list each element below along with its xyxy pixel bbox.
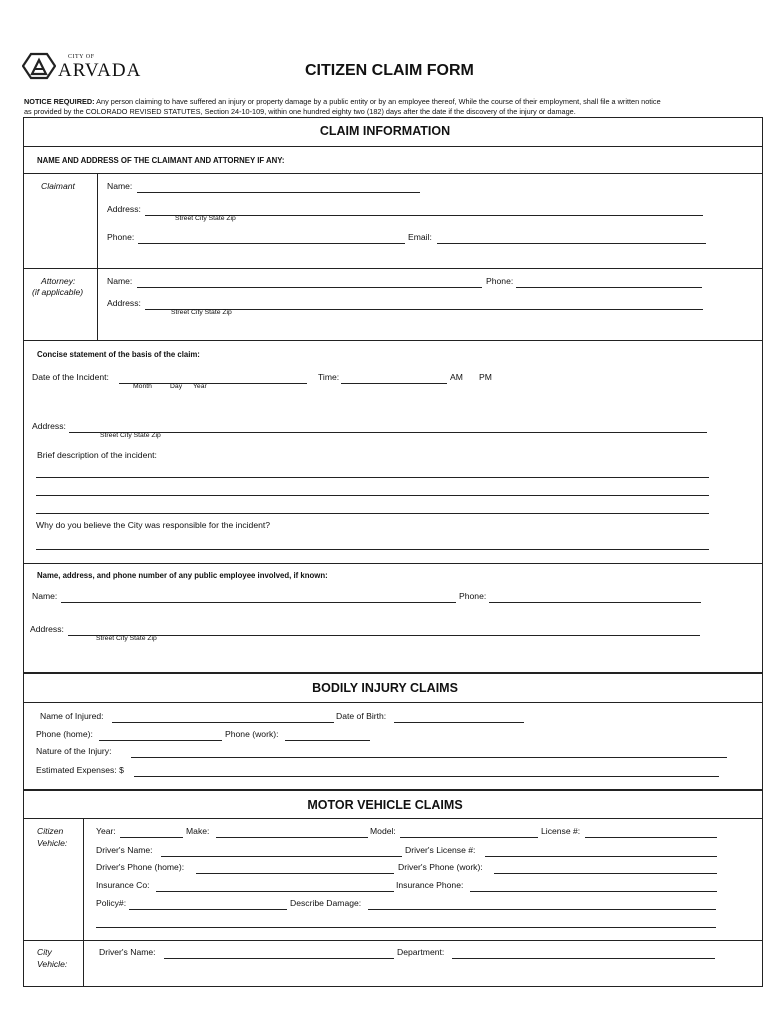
- divider: [23, 702, 763, 703]
- damage-label: Describe Damage:: [290, 898, 362, 908]
- logo-city-of: CITY OF: [68, 54, 95, 60]
- driver-phone-home-label: Driver's Phone (home):: [96, 862, 185, 872]
- notice-text-2: as provided by the COLORADO REVISED STATUTES, Section 24-10-109, within one hundred eighty two (182) days after the date if the discovery of the injury or damage.: [24, 107, 576, 116]
- dob-input[interactable]: [394, 711, 524, 723]
- attorney-phone-label: Phone:: [486, 276, 514, 286]
- statement-title: Concise statement of the basis of the claim:: [37, 350, 200, 359]
- injured-phone-home-label: Phone (home):: [36, 729, 93, 739]
- claimant-name-input[interactable]: [137, 181, 420, 193]
- claimant-label: Claimant: [41, 181, 75, 191]
- employee-address-input[interactable]: [68, 624, 700, 636]
- attorney-name-label: Name:: [107, 276, 133, 286]
- employee-section-title: Name, address, and phone number of any public employee involved, if known:: [37, 571, 328, 580]
- claimant-name-label: Name:: [107, 181, 133, 191]
- incident-address-label: Address:: [32, 421, 66, 431]
- attorney-address-hint: Street City State Zip: [171, 309, 232, 316]
- notice-text-1: Any person claiming to have suffered an injury or property damage by a public entity or by an employee thereof, While the course of their employment, shall file a written notice: [96, 97, 661, 106]
- description-line-1[interactable]: [36, 466, 709, 478]
- driver-phone-work-input[interactable]: [494, 862, 717, 874]
- divider: [97, 173, 98, 340]
- attorney-label: Attorney:: [41, 276, 76, 286]
- employee-address-hint: Street City State Zip: [96, 635, 157, 642]
- city-vehicle-label-1: City: [37, 947, 52, 957]
- driver-phone-work-label: Driver's Phone (work):: [398, 862, 483, 872]
- vehicle-model-label: Model:: [370, 826, 396, 836]
- attorney-address-label: Address:: [107, 298, 141, 308]
- date-month-hint: Month: [133, 383, 152, 390]
- employee-phone-input[interactable]: [489, 591, 701, 603]
- incident-date-label: Date of the Incident:: [32, 372, 109, 382]
- driver-license-input[interactable]: [485, 845, 717, 857]
- am-option[interactable]: AM: [450, 372, 463, 382]
- divider: [23, 173, 763, 174]
- claim-information-title: CLAIM INFORMATION: [319, 124, 451, 138]
- city-vehicle-label-2: Vehicle:: [37, 959, 68, 969]
- injury-nature-input[interactable]: [131, 746, 727, 758]
- department-input[interactable]: [452, 947, 715, 959]
- incident-time-label: Time:: [318, 372, 340, 382]
- form-title: CITIZEN CLAIM FORM: [305, 62, 474, 79]
- date-year-hint: Year: [193, 383, 207, 390]
- insurance-phone-input[interactable]: [470, 880, 717, 892]
- city-driver-name-input[interactable]: [164, 947, 394, 959]
- dob-label: Date of Birth:: [336, 711, 387, 721]
- insurance-company-label: Insurance Co:: [96, 880, 150, 890]
- vehicle-make-label: Make:: [186, 826, 210, 836]
- attorney-name-input[interactable]: [137, 276, 482, 288]
- vehicle-license-label: License #:: [541, 826, 581, 836]
- employee-name-label: Name:: [32, 591, 58, 601]
- divider: [23, 940, 763, 941]
- attorney-sublabel: (if applicable): [32, 287, 84, 297]
- logo-name: ARVADA: [58, 60, 142, 81]
- policy-number-input[interactable]: [129, 898, 287, 910]
- incident-address-input[interactable]: [69, 421, 707, 433]
- pm-option[interactable]: PM: [479, 372, 492, 382]
- date-day-hint: Day: [170, 383, 183, 390]
- logo-mark-icon: [22, 52, 56, 80]
- vehicle-year-label: Year:: [96, 826, 116, 836]
- injured-phone-work-input[interactable]: [285, 729, 370, 741]
- motor-vehicle-title: MOTOR VEHICLE CLAIMS: [307, 798, 463, 812]
- divider: [23, 268, 763, 269]
- city-responsibility-label: Why do you believe the City was responsible for the incident?: [36, 520, 271, 530]
- incident-address-hint: Street City State Zip: [100, 432, 161, 439]
- driver-name-label: Driver's Name:: [96, 845, 153, 855]
- injured-phone-home-input[interactable]: [99, 729, 222, 741]
- driver-license-label: Driver's License #:: [405, 845, 476, 855]
- vehicle-license-input[interactable]: [585, 826, 717, 838]
- divider: [23, 340, 763, 341]
- insurance-phone-label: Insurance Phone:: [396, 880, 464, 890]
- claimant-email-label: Email:: [408, 232, 432, 242]
- department-label: Department:: [397, 947, 445, 957]
- notice-line-1: [24, 98, 661, 105]
- city-logo: [22, 52, 162, 82]
- citizen-vehicle-label-1: Citizen: [37, 826, 64, 836]
- injured-phone-work-label: Phone (work):: [225, 729, 279, 739]
- claimant-phone-input[interactable]: [138, 232, 405, 244]
- divider: [23, 563, 763, 564]
- brief-description-label: Brief description of the incident:: [37, 450, 157, 460]
- description-line-2[interactable]: [36, 484, 709, 496]
- employee-phone-label: Phone:: [459, 591, 487, 601]
- expenses-input[interactable]: [134, 765, 719, 777]
- incident-time-input[interactable]: [341, 372, 447, 384]
- employee-address-label: Address:: [30, 624, 64, 634]
- bodily-injury-title: BODILY INJURY CLAIMS: [312, 681, 458, 695]
- claimant-address-hint: Street City State Zip: [175, 215, 236, 222]
- description-line-3[interactable]: [36, 502, 709, 514]
- divider: [23, 818, 763, 819]
- injury-nature-label: Nature of the Injury:: [36, 746, 112, 756]
- notice-label: NOTICE REQUIRED:: [24, 97, 95, 106]
- driver-name-input[interactable]: [161, 845, 402, 857]
- claimant-email-input[interactable]: [437, 232, 706, 244]
- divider: [23, 146, 763, 147]
- claimant-address-label: Address:: [107, 204, 141, 214]
- employee-name-input[interactable]: [61, 591, 456, 603]
- expenses-label: Estimated Expenses: $: [36, 765, 124, 775]
- vehicle-model-input[interactable]: [400, 826, 538, 838]
- city-driver-name-label: Driver's Name:: [99, 947, 156, 957]
- damage-input[interactable]: [368, 898, 716, 910]
- vehicle-make-input[interactable]: [216, 826, 368, 838]
- attorney-phone-input[interactable]: [516, 276, 702, 288]
- injured-name-label: Name of Injured:: [40, 711, 104, 721]
- insurance-company-input[interactable]: [156, 880, 394, 892]
- city-responsibility-input[interactable]: [36, 538, 709, 550]
- vehicle-year-input[interactable]: [120, 826, 183, 838]
- claimant-phone-label: Phone:: [107, 232, 135, 242]
- driver-phone-home-input[interactable]: [196, 862, 394, 874]
- claimant-section-subtitle: NAME AND ADDRESS OF THE CLAIMANT AND ATTORNEY IF ANY:: [37, 156, 285, 165]
- injured-name-input[interactable]: [112, 711, 334, 723]
- divider: [83, 818, 84, 987]
- claim-information-box: [23, 117, 763, 673]
- citizen-vehicle-label-2: Vehicle:: [37, 838, 68, 848]
- policy-number-label: Policy#:: [96, 898, 127, 908]
- damage-input-line-2[interactable]: [96, 916, 716, 928]
